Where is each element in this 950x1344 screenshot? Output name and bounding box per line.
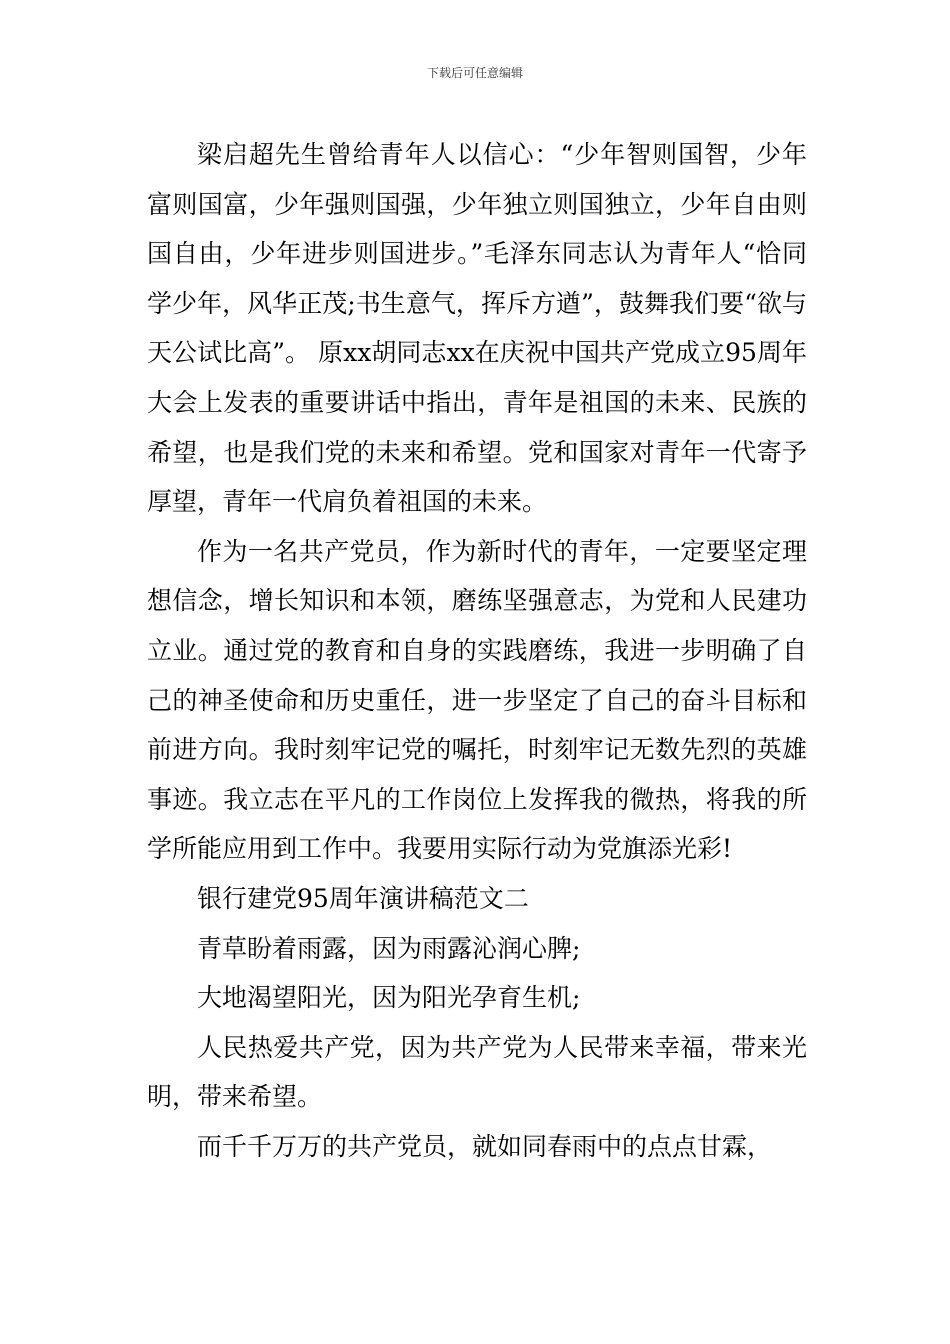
paragraph-members: 而千千万万的共产党员，就如同春雨中的点点甘霖，: [197, 1131, 773, 1161]
document-body: [147, 130, 807, 1171]
paragraph-grass: 青草盼着雨露，因为雨露沁润心脾;: [197, 933, 581, 963]
section-heading: 银行建党95周年演讲稿范文二: [197, 883, 529, 913]
paragraph-intro-quotes: 梁启超先生曾给青年人以信心：“少年智则国智，少年富则国富，少年强则国强，少年独立则国独立，少年自由则国自由，少年进步则国进步。”毛泽东同志认为青年人“恰同学少年，风华正茂;书生意气，挥斥方遒”，鼓舞我们要“欲与天公试比高”。 原xx胡同志xx在庆祝中国共产党成立95周年大会上发表的重要讲话中指出，青年是祖国的未来、民族的希望，也是我们党的未来和希望。党和国家对青年一代寄予厚望，青年一代肩负着祖国的未来。: [147, 140, 807, 517]
paragraph-party-member: 作为一名共产党员，作为新时代的青年，一定要坚定理想信念，增长知识和本领，磨练坚强意志，为党和人民建功立业。通过党的教育和自身的实践磨练，我进一步明确了自己的神圣使命和历史重任，进一步坚定了自己的奋斗目标和前进方向。我时刻牢记党的嘱托，时刻牢记无数先烈的英雄事迹。我立志在平凡的工作岗位上发挥我的微热，将我的所学所能应用到工作中。我要用实际行动为党旗添光彩!: [147, 536, 807, 864]
paragraph-people: 人民热爱共产党，因为共产党为人民带来幸福，带来光明，带来希望。: [147, 1032, 807, 1112]
page-header: 下载后可任意编辑: [426, 66, 523, 80]
paragraph-earth: 大地渴望阳光，因为阳光孕育生机;: [197, 983, 581, 1013]
